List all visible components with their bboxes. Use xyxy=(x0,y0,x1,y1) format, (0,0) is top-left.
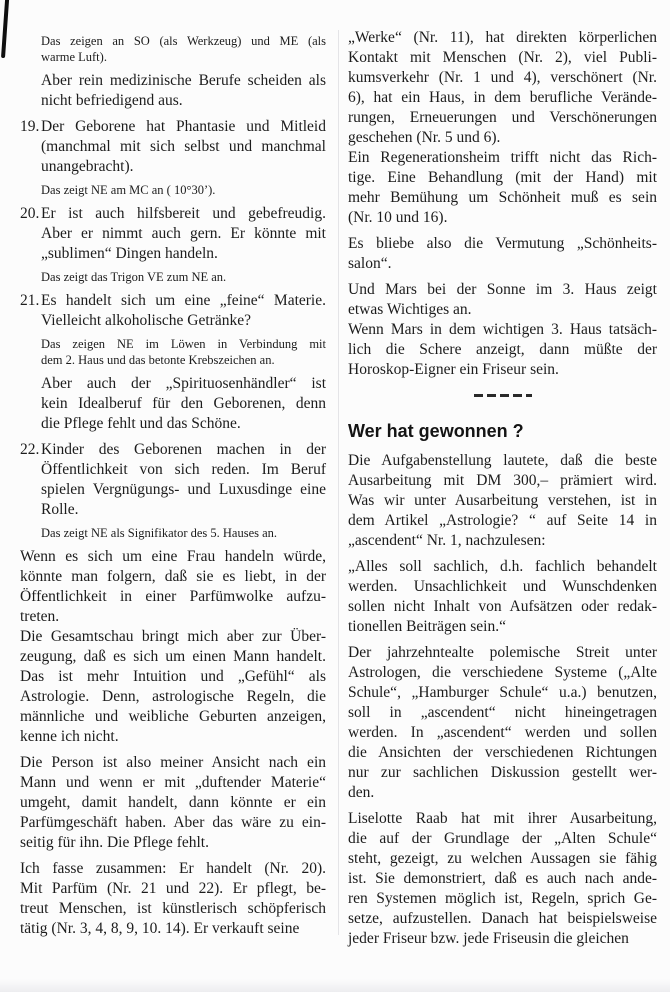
annotation-note xyxy=(41,336,326,368)
dashed-separator xyxy=(474,394,532,397)
text-line: steht, gezeigt, zu welchen Aussagen sie fähig xyxy=(348,850,657,867)
text-line: dem Artikel „Astrologie? “ auf Seite 14 in xyxy=(348,512,657,529)
text-line: Kontakt mit Menschen (Nr. 2), viel Publi- xyxy=(348,49,657,66)
text-line: zeugung, daß es sich um einen Mann handelt. xyxy=(20,648,326,665)
text-line: Aber auch der „Spirituosenhändler“ ist xyxy=(41,375,326,392)
text-line: (manchmal mit sich selbst und manchmal xyxy=(41,138,326,155)
scan-artifact-mark xyxy=(1,0,9,58)
annotation-note xyxy=(41,269,326,285)
paragraph xyxy=(348,28,657,148)
text-line: die Ansichten der verschiedenen Richtungen xyxy=(348,744,657,761)
paragraph-indented xyxy=(41,71,326,111)
text-line: ist. Sie demonstriert, daß es auch nach ande- xyxy=(348,870,657,887)
text-line: Das zeigen NE im Löwen in Verbindung mit xyxy=(41,337,326,351)
item-text xyxy=(41,440,326,520)
text-line: Ein Regenerationsheim trifft nicht das Rich- xyxy=(348,149,657,166)
numbered-item xyxy=(20,291,326,331)
text-line: Es handelt sich um eine „feine“ Materie. xyxy=(41,292,326,309)
text-line: Mann und wenn er mit „duftender Materie“ xyxy=(20,774,326,791)
paragraph xyxy=(348,148,657,228)
text-line: Das zeigt NE am MC an ( 10°30’). xyxy=(41,183,216,197)
numbered-item xyxy=(20,117,326,177)
right-column xyxy=(348,28,657,949)
section-heading xyxy=(348,419,657,443)
text-line: Das zeigt NE als Signifikator des 5. Hauses an. xyxy=(41,526,278,540)
text-line: Rolle. xyxy=(41,501,79,518)
annotation-note xyxy=(41,182,326,198)
text-line: Wenn es sich um eine Frau handeln würde, xyxy=(20,548,326,565)
text-line: Mit Parfüm (Nr. 21 und 22). Er pflegt, be- xyxy=(20,880,326,897)
text-line: Liselotte Raab hat mit ihrer Ausarbeitung, xyxy=(348,810,657,827)
item-text xyxy=(41,117,326,177)
text-line: unangebracht). xyxy=(41,158,134,175)
paragraph-indented xyxy=(41,374,326,434)
text-line: Die Aufgabenstellung lautete, daß die beste xyxy=(348,452,657,469)
annotation-note xyxy=(41,525,326,541)
text-line: etwas Wichtiges an. xyxy=(348,301,472,318)
text-line: tige. Eine Behandlung (mit der Hand) mit xyxy=(348,169,657,186)
text-line: Aber er nimmt auch gern. Er könnte mit xyxy=(41,225,326,242)
text-line: rungen, Erneuerungen und Verschönerungen xyxy=(348,109,657,126)
text-line: den. xyxy=(348,784,375,801)
text-line: Astrologie. Denn, astrologische Regeln, die xyxy=(20,688,326,705)
text-line: Was wir unter Ausarbeitung verstehen, ist in xyxy=(348,492,657,509)
text-line: Parfümgeschäft haben. Aber das wäre zu ein- xyxy=(20,814,326,831)
paragraph xyxy=(348,280,657,320)
text-line: Das ist mehr Intuition und „Gefühl“ als xyxy=(20,668,326,685)
paragraph xyxy=(20,859,326,939)
text-line: Ausarbeitung mit DM 300,– prämiert wird. xyxy=(348,472,657,489)
text-line: Es bliebe also die Vermutung „Schönheits- xyxy=(348,235,657,252)
text-line: die Pflege fehlt und das Schöne. xyxy=(41,415,241,432)
text-line: Er ist auch hilfsbereit und gebefreudig. xyxy=(41,205,326,222)
item-number: 21. xyxy=(20,292,40,309)
text-line: lich die Schere anzeigt, dann müßte der xyxy=(348,341,657,358)
paragraph xyxy=(348,643,657,803)
paragraph xyxy=(348,234,657,274)
text-line: Die Person ist also meiner Ansicht nach ein xyxy=(20,754,326,771)
text-line: tionellen Beiträgen sein.“ xyxy=(348,618,506,635)
text-line: „Werke“ (Nr. 11), hat direkten körperlichen xyxy=(348,29,657,46)
numbered-item xyxy=(20,440,326,520)
text-line: Vielleicht alkoholische Getränke? xyxy=(41,312,251,329)
text-line: treten. xyxy=(20,608,60,625)
text-line: Die Gesamtschau bringt mich aber zur Über- xyxy=(20,628,326,645)
text-line: Der jahrzehntealte polemische Streit unter xyxy=(348,644,657,661)
text-line: salon“. xyxy=(348,255,392,272)
text-line: treut Menschen, ist künstlerisch schöpferisch xyxy=(20,900,326,917)
text-line: ren Systemen möglich ist, Regeln, sprich Ge- xyxy=(348,890,657,907)
text-line: dem 2. Haus und das betonte Krebszeichen an. xyxy=(41,353,275,367)
text-line: nicht befriedigend aus. xyxy=(41,92,183,109)
text-line: kein Idealberuf für den Geborenen, denn xyxy=(41,395,326,412)
text-line: „Alles soll sachlich, d.h. fachlich behandelt xyxy=(348,558,657,575)
text-line: nur zur sachlichen Diskussion gestellt wer- xyxy=(348,764,657,781)
text-line: mehr Bemühung um Schönheit muß es sein xyxy=(348,189,657,206)
item-number: 22. xyxy=(20,441,40,458)
text-line: Schule“, „Hamburger Schule“ u.a.) benutzen, xyxy=(348,684,657,701)
text-line: soll in „ascendent“ nicht hineingetragen xyxy=(348,704,657,721)
left-column xyxy=(20,28,326,949)
text-line: umgeht, damit handelt, dann könnte er ein xyxy=(20,794,326,811)
text-line: geschehen (Nr. 5 und 6). xyxy=(348,129,501,146)
item-text xyxy=(41,204,326,264)
text-line: Wenn Mars in dem wichtigen 3. Haus tatsäch- xyxy=(348,321,657,338)
text-line: Der Geborene hat Phantasie und Mitleid xyxy=(41,118,326,135)
text-line: Das zeigt das Trigon VE zum NE an. xyxy=(41,270,227,284)
text-line: Öffentlichkeit von sich reden. Im Beruf xyxy=(41,461,326,478)
page-columns xyxy=(20,28,657,949)
text-line: seitig für ihn. Die Pflege fehlt. xyxy=(20,834,209,851)
text-line: „sublimen“ Dingen handeln. xyxy=(41,245,218,262)
text-line: Ich fasse zusammen: Er handelt (Nr. 20). xyxy=(20,860,326,877)
paragraph xyxy=(348,557,657,637)
text-line: tätig (Nr. 3, 4, 8, 9, 10. 14). Er verkauft seine xyxy=(20,920,300,937)
paragraph xyxy=(348,320,657,380)
numbered-item xyxy=(20,204,326,264)
text-line: kumsverkehr (Nr. 1 und 4), verschönert (Nr. xyxy=(348,69,657,86)
paragraph xyxy=(348,809,657,949)
paragraph xyxy=(348,451,657,551)
text-line: Kinder des Geborenen machen in der xyxy=(41,441,326,458)
text-line: warme Luft). xyxy=(41,50,107,64)
paragraph xyxy=(20,547,326,627)
text-line: „ascendent“ Nr. 1, nachzulesen: xyxy=(348,532,546,549)
page-bottom-shadow xyxy=(0,979,670,992)
text-line: Astrologen, die verschiedene Systeme („Alte xyxy=(348,664,657,681)
text-line: sollen nicht Inhalt von Aufsätzen oder redak- xyxy=(348,598,657,615)
text-line: Und Mars bei der Sonne im 3. Haus zeigt xyxy=(348,281,657,298)
paragraph xyxy=(20,753,326,853)
item-number: 20. xyxy=(20,205,40,222)
text-line: spielen Vergnügungs- und Luxusdinge eine xyxy=(41,481,326,498)
text-line: die auf der Grundlage der „Alten Schule“ xyxy=(348,830,657,847)
text-line: könnte man folgern, daß sie es liebt, in der xyxy=(20,568,326,585)
text-line: Öffentlichkeit in einer Parfümwolke aufzu- xyxy=(20,588,326,605)
text-line: männliche und weibliche Geburten anzeigen, xyxy=(20,708,326,725)
item-number: 19. xyxy=(20,118,40,135)
text-line: jeder Friseur bzw. jede Friseusin die gleichen xyxy=(348,930,629,947)
text-line: werden. Unsachlichkeit und Wunschdenken xyxy=(348,578,657,595)
text-line: (Nr. 10 und 16). xyxy=(348,209,448,226)
text-line: setze, aufzustellen. Danach hat beispielsweise xyxy=(348,910,657,927)
annotation-note xyxy=(41,33,326,65)
text-line: werden. In „ascendent“ werden und sollen xyxy=(348,724,657,741)
text-line: Wer hat gewonnen ? xyxy=(348,421,524,441)
text-line: Das zeigen an SO (als Werkzeug) und ME (als xyxy=(41,34,326,48)
text-line: 6), hat ein Haus, in dem berufliche Verände- xyxy=(348,89,657,106)
text-line: Horoskop-Eigner ein Friseur sein. xyxy=(348,361,559,378)
item-text xyxy=(41,291,326,331)
text-line: kenne ich nicht. xyxy=(20,728,119,745)
paragraph xyxy=(20,627,326,747)
text-line: Aber rein medizinische Berufe scheiden als xyxy=(41,72,326,89)
